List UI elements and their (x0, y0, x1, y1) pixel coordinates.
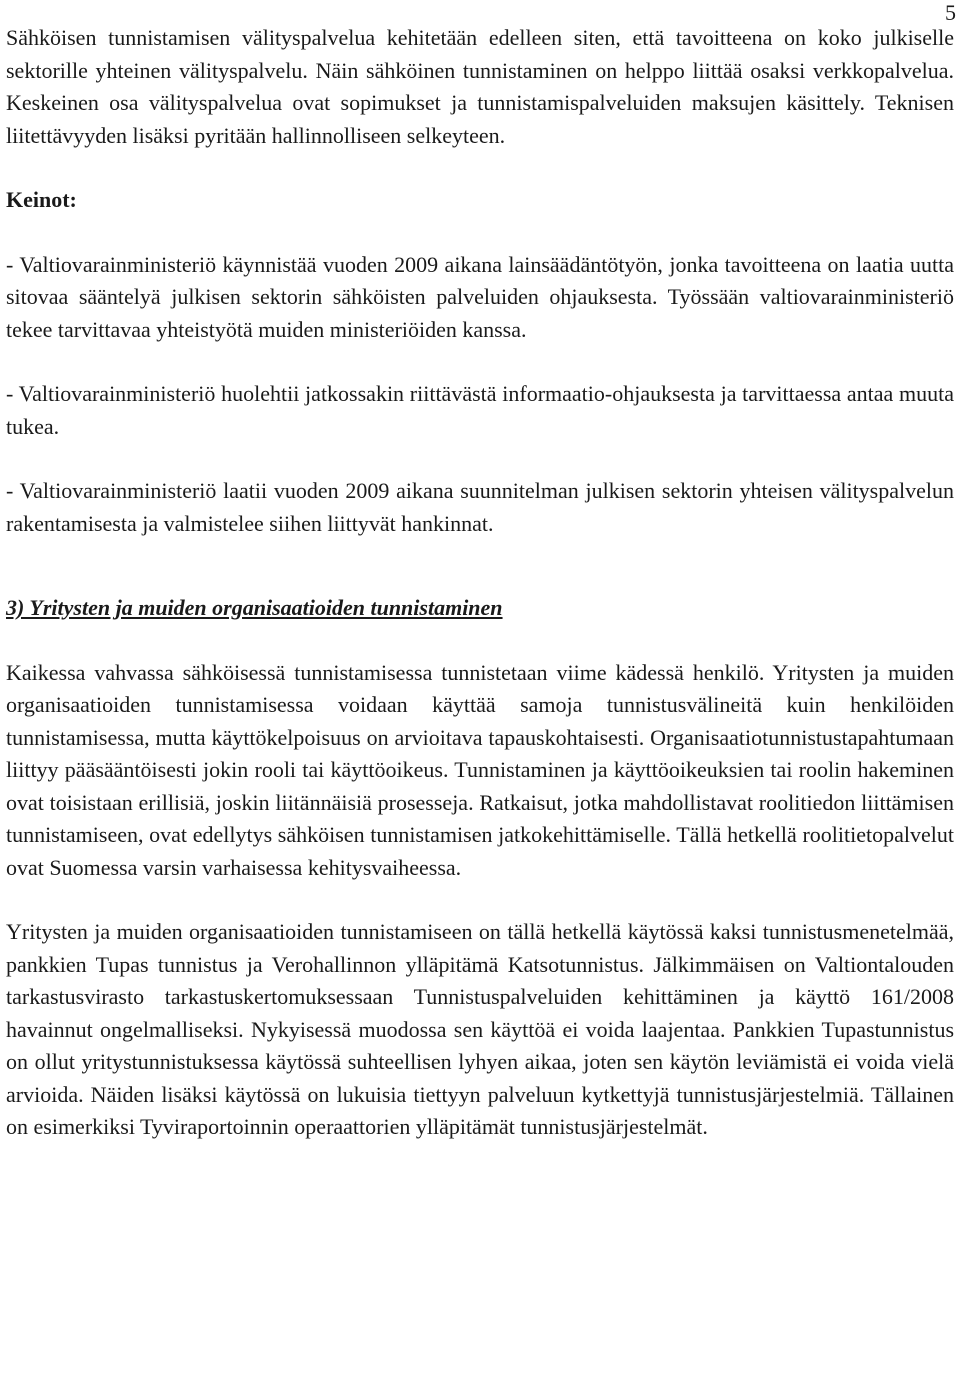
intro-paragraph: Sähköisen tunnistamisen välityspalvelua kehitetään edelleen siten, että tavoitteena on koko julkiselle sektorille yhteinen välityspalvelu. Näin sähköinen tunnistaminen on helppo liittää osaksi verkkopalvelua. Keskeinen osa välityspalvelua ovat sopimukset ja tunnistamispalveluiden maksujen käsittely. Teknisen liitettävyyden lisäksi pyritään hallinnolliseen selkeyteen. (6, 25, 954, 148)
spacer (6, 884, 954, 916)
spacer (6, 217, 954, 249)
section-paragraph-1: Kaikessa vahvassa sähköisessä tunnistamisessa tunnistetaan viime kädessä henkilö. Yritysten ja muiden organisaatioiden tunnistamisessa voidaan käyttää samoja tunnistusvälineitä kuin henkilöiden tunnistamisessa, mutta käyttökelpoisuus on arvioitava tapauskohtaisesti. Organisaatiotunnistustapahtumaan liittyy pääsääntöisesti jokin rooli tai käyttöoikeus. Tunnistaminen ja käyttöoikeuksien tai roolin hakeminen ovat toisistaan erillisiä, joskin liitännäisiä prosesseja. Ratkaisut, jotka mahdollistavat roolitiedon liittämisen tunnistamiseen, ovat edellytys sähköisen tunnistamisen jatkokehittämiselle. Tällä hetkellä roolitietopalvelut ovat Suomessa varsin varhaisessa kehitysvaiheessa. (6, 659, 954, 880)
section-paragraph-2: Yritysten ja muiden organisaatioiden tunnistamiseen on tällä hetkellä käytössä kaksi tunnistusmenetelmää, pankkien Tupas tunnistus ja Verohallinnon ylläpitämä Katsotunnistus. Jälkimmäisen on Valtiontalouden tarkastusvirasto tarkastuskertomuksessaan Tunnistuspalveluiden kehittäminen ja käyttö 161/2008 havainnut ongelmalliseksi. Nykyisessä muodossa sen käyttöä ei voida laajentaa. Pankkien Tupastunnistus on ollut yritystunnistuksessa käytössä suhteellisen lyhyen aikaa, joten sen käytön leviämistä ei voida vielä arvioida. Näiden lisäksi käytössä on lukuisia tiettyyn palveluun kytkettyjä tunnistusjärjestelmiä. Tällainen on esimerkiksi Tyviraportoinnin operaattorien ylläpitämät tunnistusjärjestelmät. (6, 919, 954, 1139)
measure-item-2: - Valtiovarainministeriö huolehtii jatkossakin riittävästä informaatio-ohjauksesta ja tarvittaessa antaa muuta tukea. (6, 381, 954, 439)
measure-item-3: - Valtiovarainministeriö laatii vuoden 2009 aikana suunnitelman julkisen sektorin yhteisen välityspalvelun rakentamisesta ja valmistelee siihen liittyvät hankinnat. (6, 478, 954, 536)
spacer (6, 443, 954, 475)
document-body (6, 22, 954, 1144)
spacer (6, 152, 954, 184)
spacer (6, 346, 954, 378)
measure-item-1: - Valtiovarainministeriö käynnistää vuoden 2009 aikana lainsäädäntötyön, jonka tavoitteena on laatia uutta sitovaa sääntelyä julkisen sektorin sähköisten palveluiden ohjauksesta. Työssään valtiovarainministeriö tekee tarvittavaa yhteistyötä muiden ministeriöiden kanssa. (6, 251, 954, 342)
spacer (6, 540, 954, 592)
measures-heading: Keinot: (6, 187, 77, 212)
page-number: 5 (945, 0, 956, 25)
section-heading: 3) Yritysten ja muiden organisaatioiden tunnistaminen (6, 595, 503, 620)
spacer (6, 625, 954, 657)
